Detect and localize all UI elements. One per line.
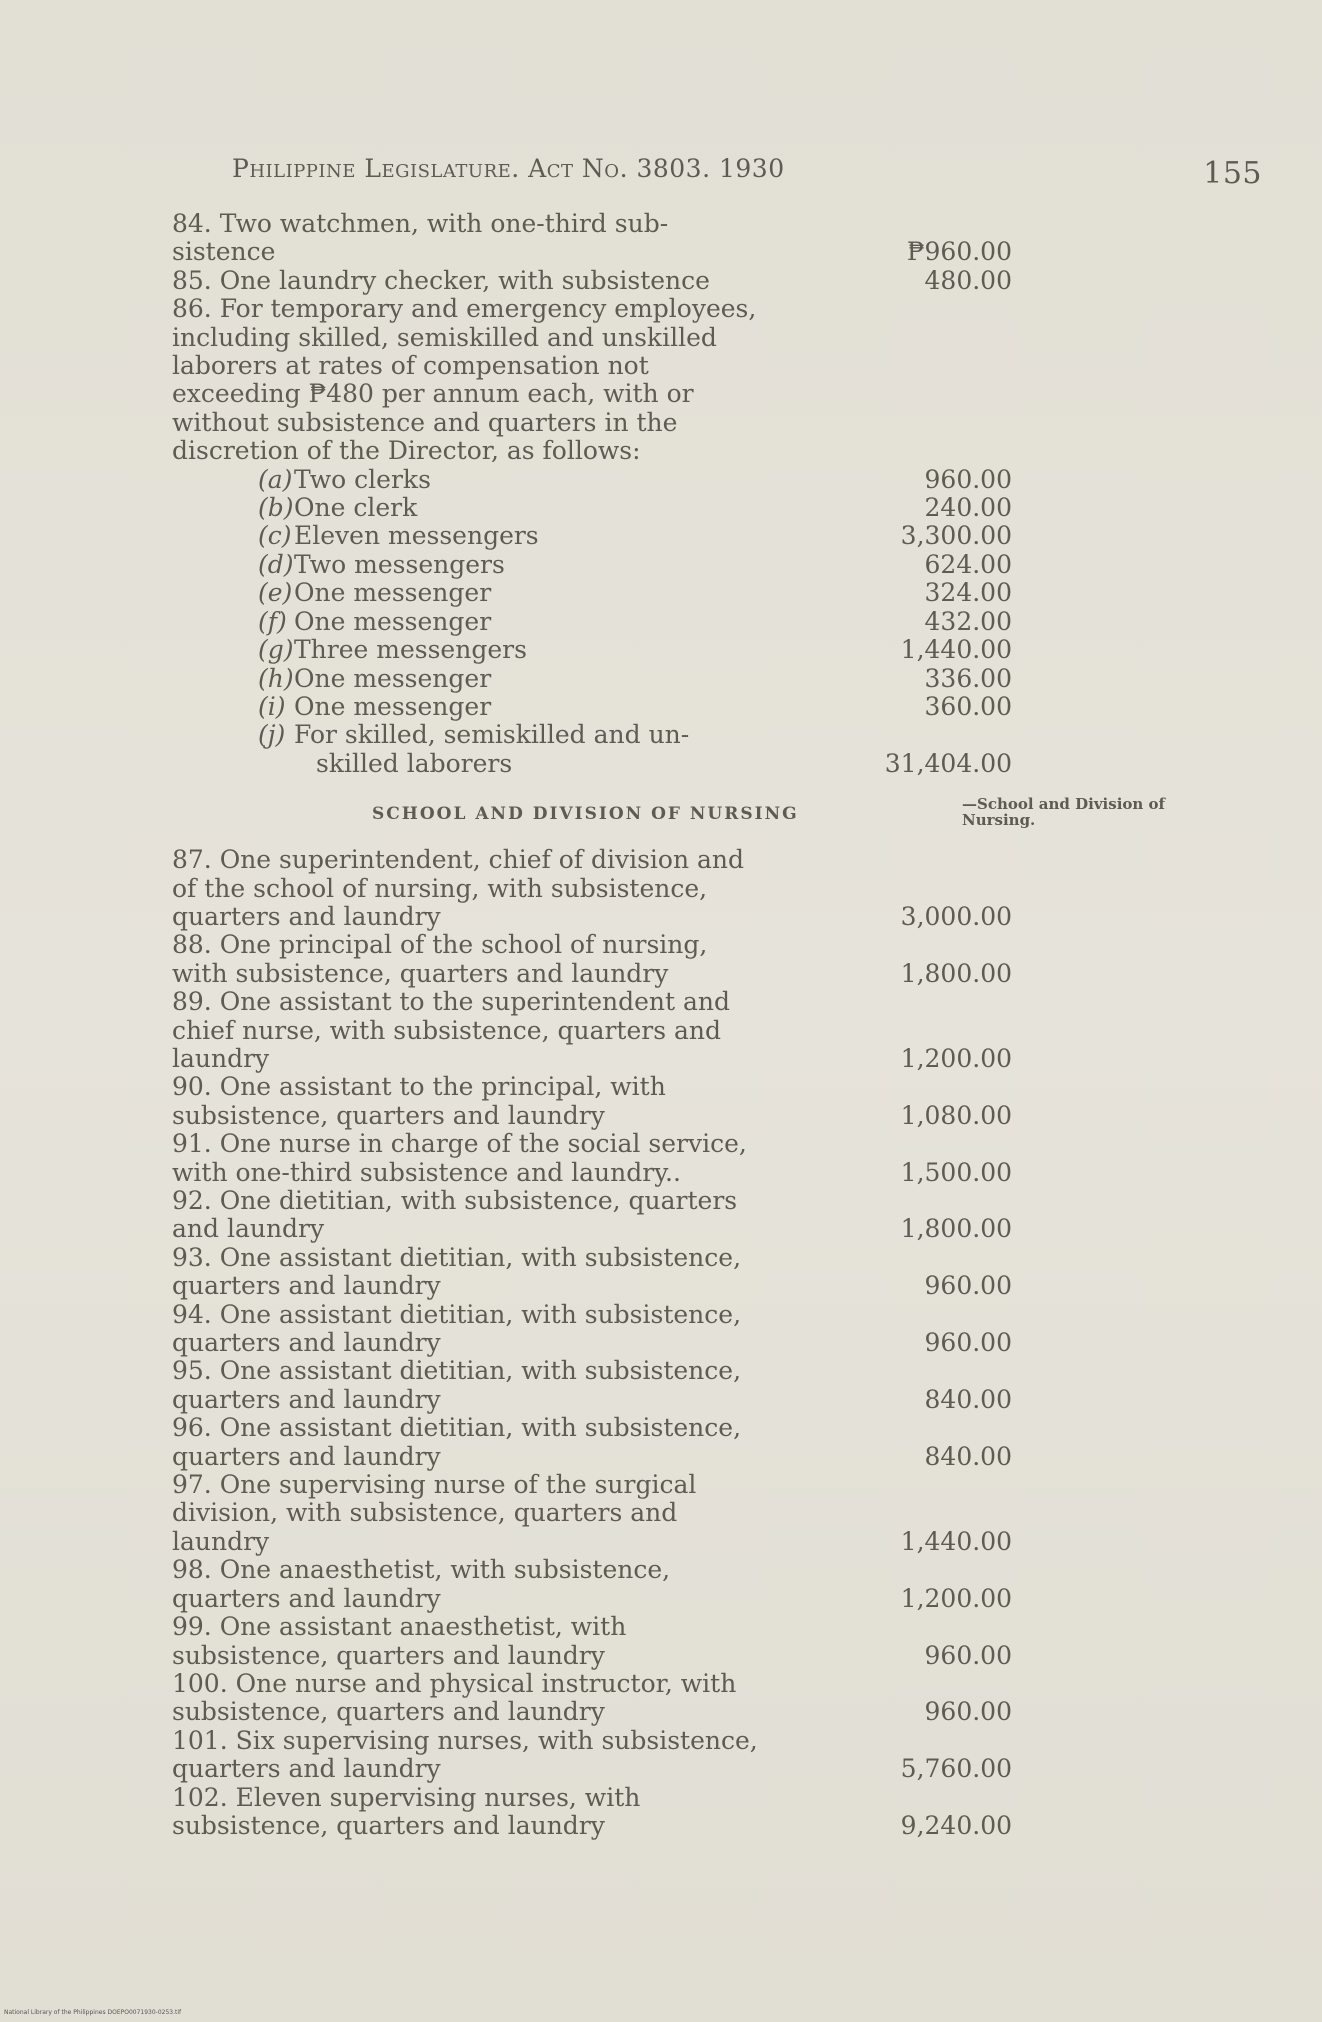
item-description: 98. One anaesthetist, with subsistence, quarters and laundry [172, 1555, 671, 1613]
item-text [172, 1357, 766, 1414]
item-label: (d) [258, 549, 294, 579]
item-label: (a) [258, 464, 293, 494]
item-text [172, 636, 766, 664]
page-header [232, 154, 1262, 194]
item-description: 91. One nurse in charge of the social service, with one-third subsistence and laundry.. [172, 1129, 747, 1187]
item-description: 84. Two watchmen, with one-third sub- [172, 209, 669, 238]
list-item [172, 1187, 1012, 1244]
item-amount: 1,440.00 [900, 635, 1012, 665]
list-item [172, 1613, 1012, 1670]
sub-item [172, 579, 1012, 607]
sub-item [172, 721, 1012, 778]
item-description: 94. One assistant dietitian, with subsistence, quarters and laundry [172, 1299, 742, 1358]
list-item [172, 1784, 1012, 1841]
item-text [172, 931, 766, 988]
item-description: For skilled, semiskilled and un- [294, 720, 690, 750]
item-text [172, 210, 766, 267]
item-description: One clerk [294, 493, 418, 523]
item-amount: 1,800.00 [900, 958, 1012, 988]
item-description: 85. One laundry checker, with subsistence [172, 265, 710, 295]
list-item [172, 1130, 1012, 1187]
appropriation-list [172, 209, 1165, 1840]
item-label: (c) [258, 521, 292, 551]
item-description: 102. Eleven supervising nurses, with subsistence, quarters and laundry [172, 1782, 641, 1840]
list-item [172, 1357, 1012, 1414]
item-text [172, 1130, 766, 1187]
item-description: 87. One superintendent, chief of division and of the school of nursing, with subsistence, quarters and laundry [172, 845, 744, 931]
list-item [172, 846, 1012, 931]
sub-item [172, 522, 1012, 550]
item-description: One messenger [294, 606, 492, 636]
item-amount: 960.00 [924, 1271, 1012, 1301]
item-amount: 5,760.00 [900, 1754, 1012, 1784]
sub-item [172, 608, 1012, 636]
section-heading: SCHOOL AND DIVISION OF NURSING [372, 804, 799, 825]
list-item [172, 210, 1012, 267]
item-description: Eleven messengers [294, 521, 539, 551]
item-text [172, 1556, 766, 1613]
item-text [172, 295, 766, 465]
item-description: 86. For temporary and emergency employees, including skilled, semiskilled and unskilled laborers at rates of compensation not exceeding ₱480 per annum each, with or without subsistence and quarters in the discretion of the Director, as follows: [172, 294, 757, 466]
item-text [172, 551, 766, 579]
list-item [172, 267, 1012, 295]
item-text [172, 579, 766, 607]
item-description: Three messengers [294, 635, 527, 665]
item-amount: 960.00 [924, 1640, 1012, 1670]
item-continuation: skilled laborers [316, 748, 513, 778]
item-description: 95. One assistant dietitian, with subsistence, quarters and laundry [172, 1356, 742, 1414]
item-description: 89. One assistant to the superintendent and chief nurse, with subsistence, quarters and laundry [172, 987, 731, 1073]
item-text [172, 1784, 766, 1841]
item-description: 101. Six supervising nurses, with subsistence, quarters and laundry [172, 1725, 758, 1784]
item-description: Two messengers [294, 549, 505, 579]
list-item [172, 1727, 1012, 1784]
item-amount: 240.00 [924, 493, 1012, 523]
item-description: 90. One assistant to the principal, with subsistence, quarters and laundry [172, 1072, 666, 1130]
item-description: One messenger [294, 691, 492, 721]
item-text [172, 988, 766, 1073]
item-label: (b) [258, 493, 294, 523]
item-amount: 1,440.00 [900, 1526, 1012, 1556]
item-amount: 1,800.00 [900, 1214, 1012, 1244]
list-item [172, 1414, 1012, 1471]
item-text [172, 846, 766, 931]
sub-item [172, 494, 1012, 522]
item-text [172, 1471, 766, 1556]
item-description: Two clerks [294, 464, 431, 494]
item-description: 92. One dietitian, with subsistence, quarters and laundry [172, 1186, 738, 1244]
list-item [172, 1670, 1012, 1727]
item-text [172, 1187, 766, 1244]
item-label: (j) [258, 720, 286, 750]
item-description: One messenger [294, 663, 492, 693]
item-text [172, 1414, 766, 1471]
item-label: (h) [258, 663, 294, 693]
item-amount: 31,404.00 [884, 748, 1012, 778]
item-amount: 840.00 [924, 1384, 1012, 1414]
sub-item [172, 693, 1012, 721]
item-description: One messenger [294, 578, 492, 608]
item-amount: 960.00 [924, 1328, 1012, 1358]
item-amount: 360.00 [924, 691, 1012, 721]
sub-item [172, 466, 1012, 494]
item-text [172, 665, 766, 693]
list-item [172, 295, 1012, 465]
item-text [172, 1244, 766, 1301]
item-amount: 336.00 [924, 663, 1012, 693]
margin-note: —School and Division of Nursing. [962, 795, 1165, 830]
item-amount: ₱960.00 [906, 237, 1012, 267]
item-text [172, 267, 766, 295]
item-amount: 960.00 [924, 464, 1012, 494]
item-text [172, 693, 766, 721]
list-item [172, 988, 1012, 1073]
section-break [172, 795, 1165, 830]
item-amount: 840.00 [924, 1441, 1012, 1471]
item-amount: 1,200.00 [900, 1583, 1012, 1613]
item-text [172, 466, 766, 494]
item-label: (g) [258, 635, 294, 665]
item-text [172, 1727, 766, 1784]
item-amount: 1,080.00 [900, 1100, 1012, 1130]
running-title: Philippine Legislature. Act No. 3803. 1930 [232, 154, 785, 183]
list-item [172, 1244, 1012, 1301]
item-description: 88. One principal of the school of nursing, with subsistence, quarters and laundry [172, 930, 708, 988]
item-description: 100. One nurse and physical instructor, with subsistence, quarters and laundry [172, 1668, 737, 1727]
item-text [172, 608, 766, 636]
sub-item [172, 636, 1012, 664]
item-description: 99. One assistant anaesthetist, with subsistence, quarters and laundry [172, 1612, 627, 1670]
item-description: 97. One supervising nurse of the surgical division, with subsistence, quarters and laundry [172, 1470, 697, 1556]
item-continuation: sistence [172, 237, 276, 267]
item-amount: 432.00 [924, 606, 1012, 636]
item-amount: 1,500.00 [900, 1157, 1012, 1187]
item-amount: 624.00 [924, 549, 1012, 579]
list-item [172, 931, 1012, 988]
item-text [172, 1073, 766, 1130]
page-number: 155 [1203, 156, 1262, 191]
item-text [172, 721, 766, 778]
item-text [172, 1301, 766, 1358]
item-amount: 3,300.00 [900, 521, 1012, 551]
list-item [172, 1073, 1012, 1130]
item-description: 93. One assistant dietitian, with subsistence, quarters and laundry [172, 1242, 742, 1301]
item-amount: 9,240.00 [900, 1810, 1012, 1840]
list-item [172, 1301, 1012, 1358]
item-label: (i) [258, 691, 286, 721]
list-item [172, 1556, 1012, 1613]
list-item [172, 1471, 1012, 1556]
item-description: 96. One assistant dietitian, with subsistence, quarters and laundry [172, 1413, 742, 1471]
item-label: (e) [258, 578, 293, 608]
sub-item [172, 551, 1012, 579]
sub-item [172, 665, 1012, 693]
item-text [172, 522, 766, 550]
item-text [172, 494, 766, 522]
scan-credit: National Library of the Philippines DOEPO0071930-0253.tif [4, 2009, 182, 2016]
item-amount: 960.00 [924, 1697, 1012, 1727]
item-amount: 480.00 [924, 265, 1012, 295]
item-amount: 1,200.00 [900, 1043, 1012, 1073]
item-text [172, 1613, 766, 1670]
item-text [172, 1670, 766, 1727]
item-label: (f) [258, 606, 287, 636]
item-amount: 3,000.00 [900, 901, 1012, 931]
item-amount: 324.00 [924, 578, 1012, 608]
